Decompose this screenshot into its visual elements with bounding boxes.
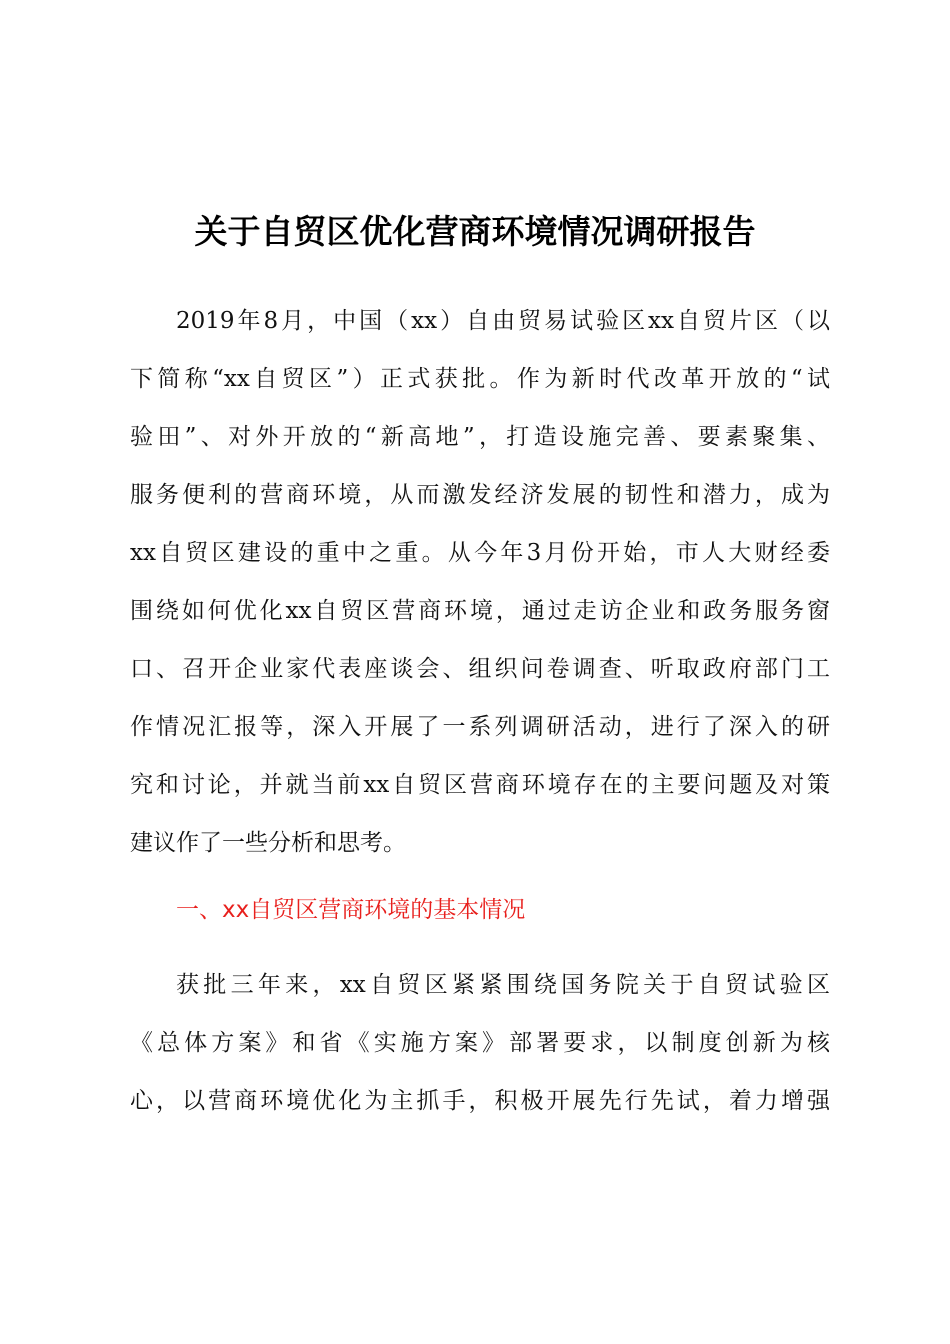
paragraph-line: 作情况汇报等，深入开展了一系列调研活动，进行了深入的研 bbox=[130, 714, 830, 740]
paragraph-line: 下简称“xx自贸区”）正式获批。作为新时代改革开放的“试 bbox=[130, 366, 830, 392]
paragraph-line: 验田”、对外开放的“新高地”，打造设施完善、要素聚集、 bbox=[130, 424, 830, 450]
paragraph-line: 究和讨论，并就当前xx自贸区营商环境存在的主要问题及对策 bbox=[130, 772, 830, 798]
document-title: 关于自贸区优化营商环境情况调研报告 bbox=[194, 212, 756, 251]
paragraph-line: 围绕如何优化xx自贸区营商环境，通过走访企业和政务服务窗 bbox=[130, 598, 830, 624]
paragraph-line: 获批三年来，xx自贸区紧紧围绕国务院关于自贸试验区 bbox=[176, 972, 830, 998]
paragraph-line: xx自贸区建设的重中之重。从今年3月份开始，市人大财经委 bbox=[130, 540, 830, 566]
paragraph-line: 口、召开企业家代表座谈会、组织问卷调查、听取政府部门工 bbox=[130, 656, 830, 682]
paragraph-line: 建议作了一些分析和思考。 bbox=[130, 830, 406, 856]
paragraph-line: 心，以营商环境优化为主抓手，积极开展先行先试，着力增强 bbox=[130, 1088, 830, 1114]
paragraph-line: 《总体方案》和省《实施方案》部署要求，以制度创新为核 bbox=[130, 1030, 830, 1056]
paragraph-line: 2019年8月，中国（xx）自由贸易试验区xx自贸片区（以 bbox=[176, 308, 830, 334]
section-heading-basic-situation: 一、xx自贸区营商环境的基本情况 bbox=[176, 897, 526, 923]
paragraph-line: 服务便利的营商环境，从而激发经济发展的韧性和潜力，成为 bbox=[130, 482, 830, 508]
